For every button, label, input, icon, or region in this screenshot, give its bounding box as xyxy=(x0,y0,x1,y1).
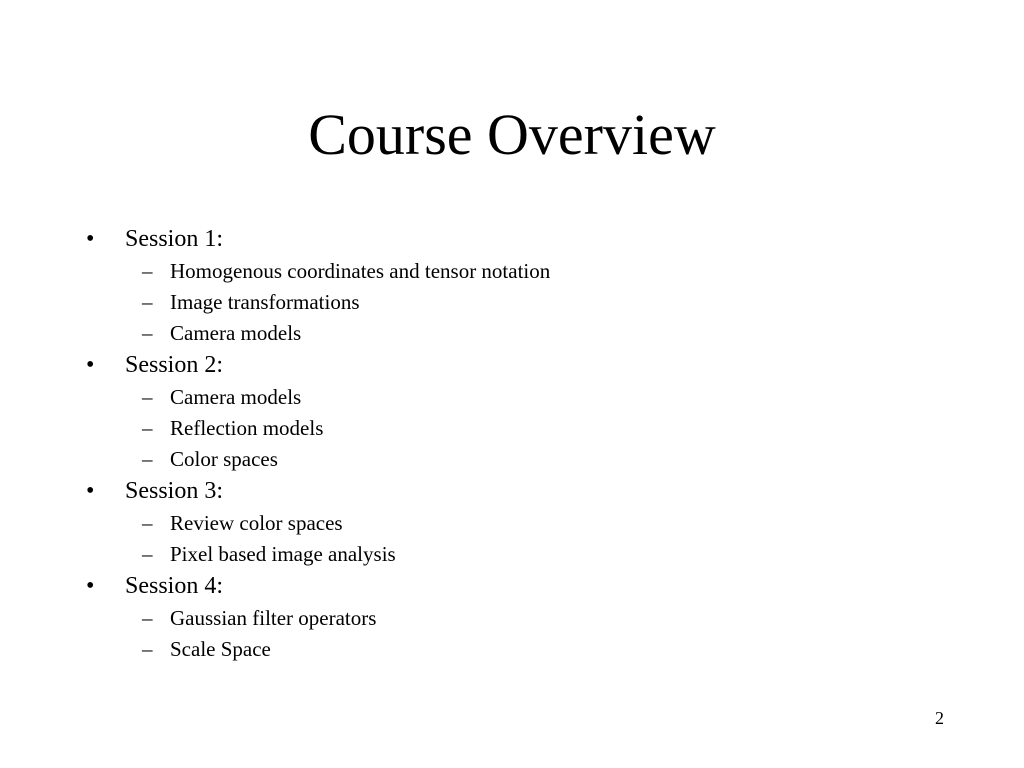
session-1 xyxy=(86,223,966,349)
list-item-label: Camera models xyxy=(170,321,302,345)
list-item xyxy=(86,256,966,287)
session-label: Session 4: xyxy=(125,573,224,599)
list-item-label: Camera models xyxy=(170,385,302,409)
dash-icon: – xyxy=(142,259,153,283)
list-item xyxy=(86,318,966,349)
session-2 xyxy=(86,349,966,475)
bullet-icon: • xyxy=(86,573,95,599)
list-item xyxy=(86,634,966,665)
list-item-label: Pixel based image analysis xyxy=(170,542,396,566)
dash-icon: – xyxy=(142,321,153,345)
list-item-label: Reflection models xyxy=(170,416,324,440)
list-item xyxy=(86,287,966,318)
dash-icon: – xyxy=(142,542,153,566)
list-item-label: Review color spaces xyxy=(170,511,343,535)
list-item-label: Color spaces xyxy=(170,447,278,471)
dash-icon: – xyxy=(142,637,153,661)
dash-icon: – xyxy=(142,290,153,314)
list-item xyxy=(86,444,966,475)
list-item-label: Scale Space xyxy=(170,637,271,661)
bullet-icon: • xyxy=(86,352,95,378)
list-item xyxy=(86,508,966,539)
session-heading xyxy=(86,349,966,382)
dash-icon: – xyxy=(142,606,153,630)
dash-icon: – xyxy=(142,447,153,471)
session-heading xyxy=(86,475,966,508)
session-4 xyxy=(86,570,966,665)
list-item xyxy=(86,382,966,413)
dash-icon: – xyxy=(142,416,153,440)
session-3 xyxy=(86,475,966,570)
dash-icon: – xyxy=(142,511,153,535)
session-heading xyxy=(86,570,966,603)
session-heading xyxy=(86,223,966,256)
list-item-label: Image transformations xyxy=(170,290,360,314)
list-item-label: Gaussian filter operators xyxy=(170,606,377,630)
list-item-label: Homogenous coordinates and tensor notation xyxy=(170,259,551,283)
session-label: Session 3: xyxy=(125,478,224,504)
session-label: Session 2: xyxy=(125,352,224,378)
list-item xyxy=(86,413,966,444)
page-number: 2 xyxy=(935,708,944,728)
session-label: Session 1: xyxy=(125,226,224,252)
bullet-icon: • xyxy=(86,226,95,252)
bullet-icon: • xyxy=(86,478,95,504)
slide-title: Course Overview xyxy=(308,102,716,167)
dash-icon: – xyxy=(142,385,153,409)
session-list xyxy=(86,223,966,665)
list-item xyxy=(86,539,966,570)
list-item xyxy=(86,603,966,634)
